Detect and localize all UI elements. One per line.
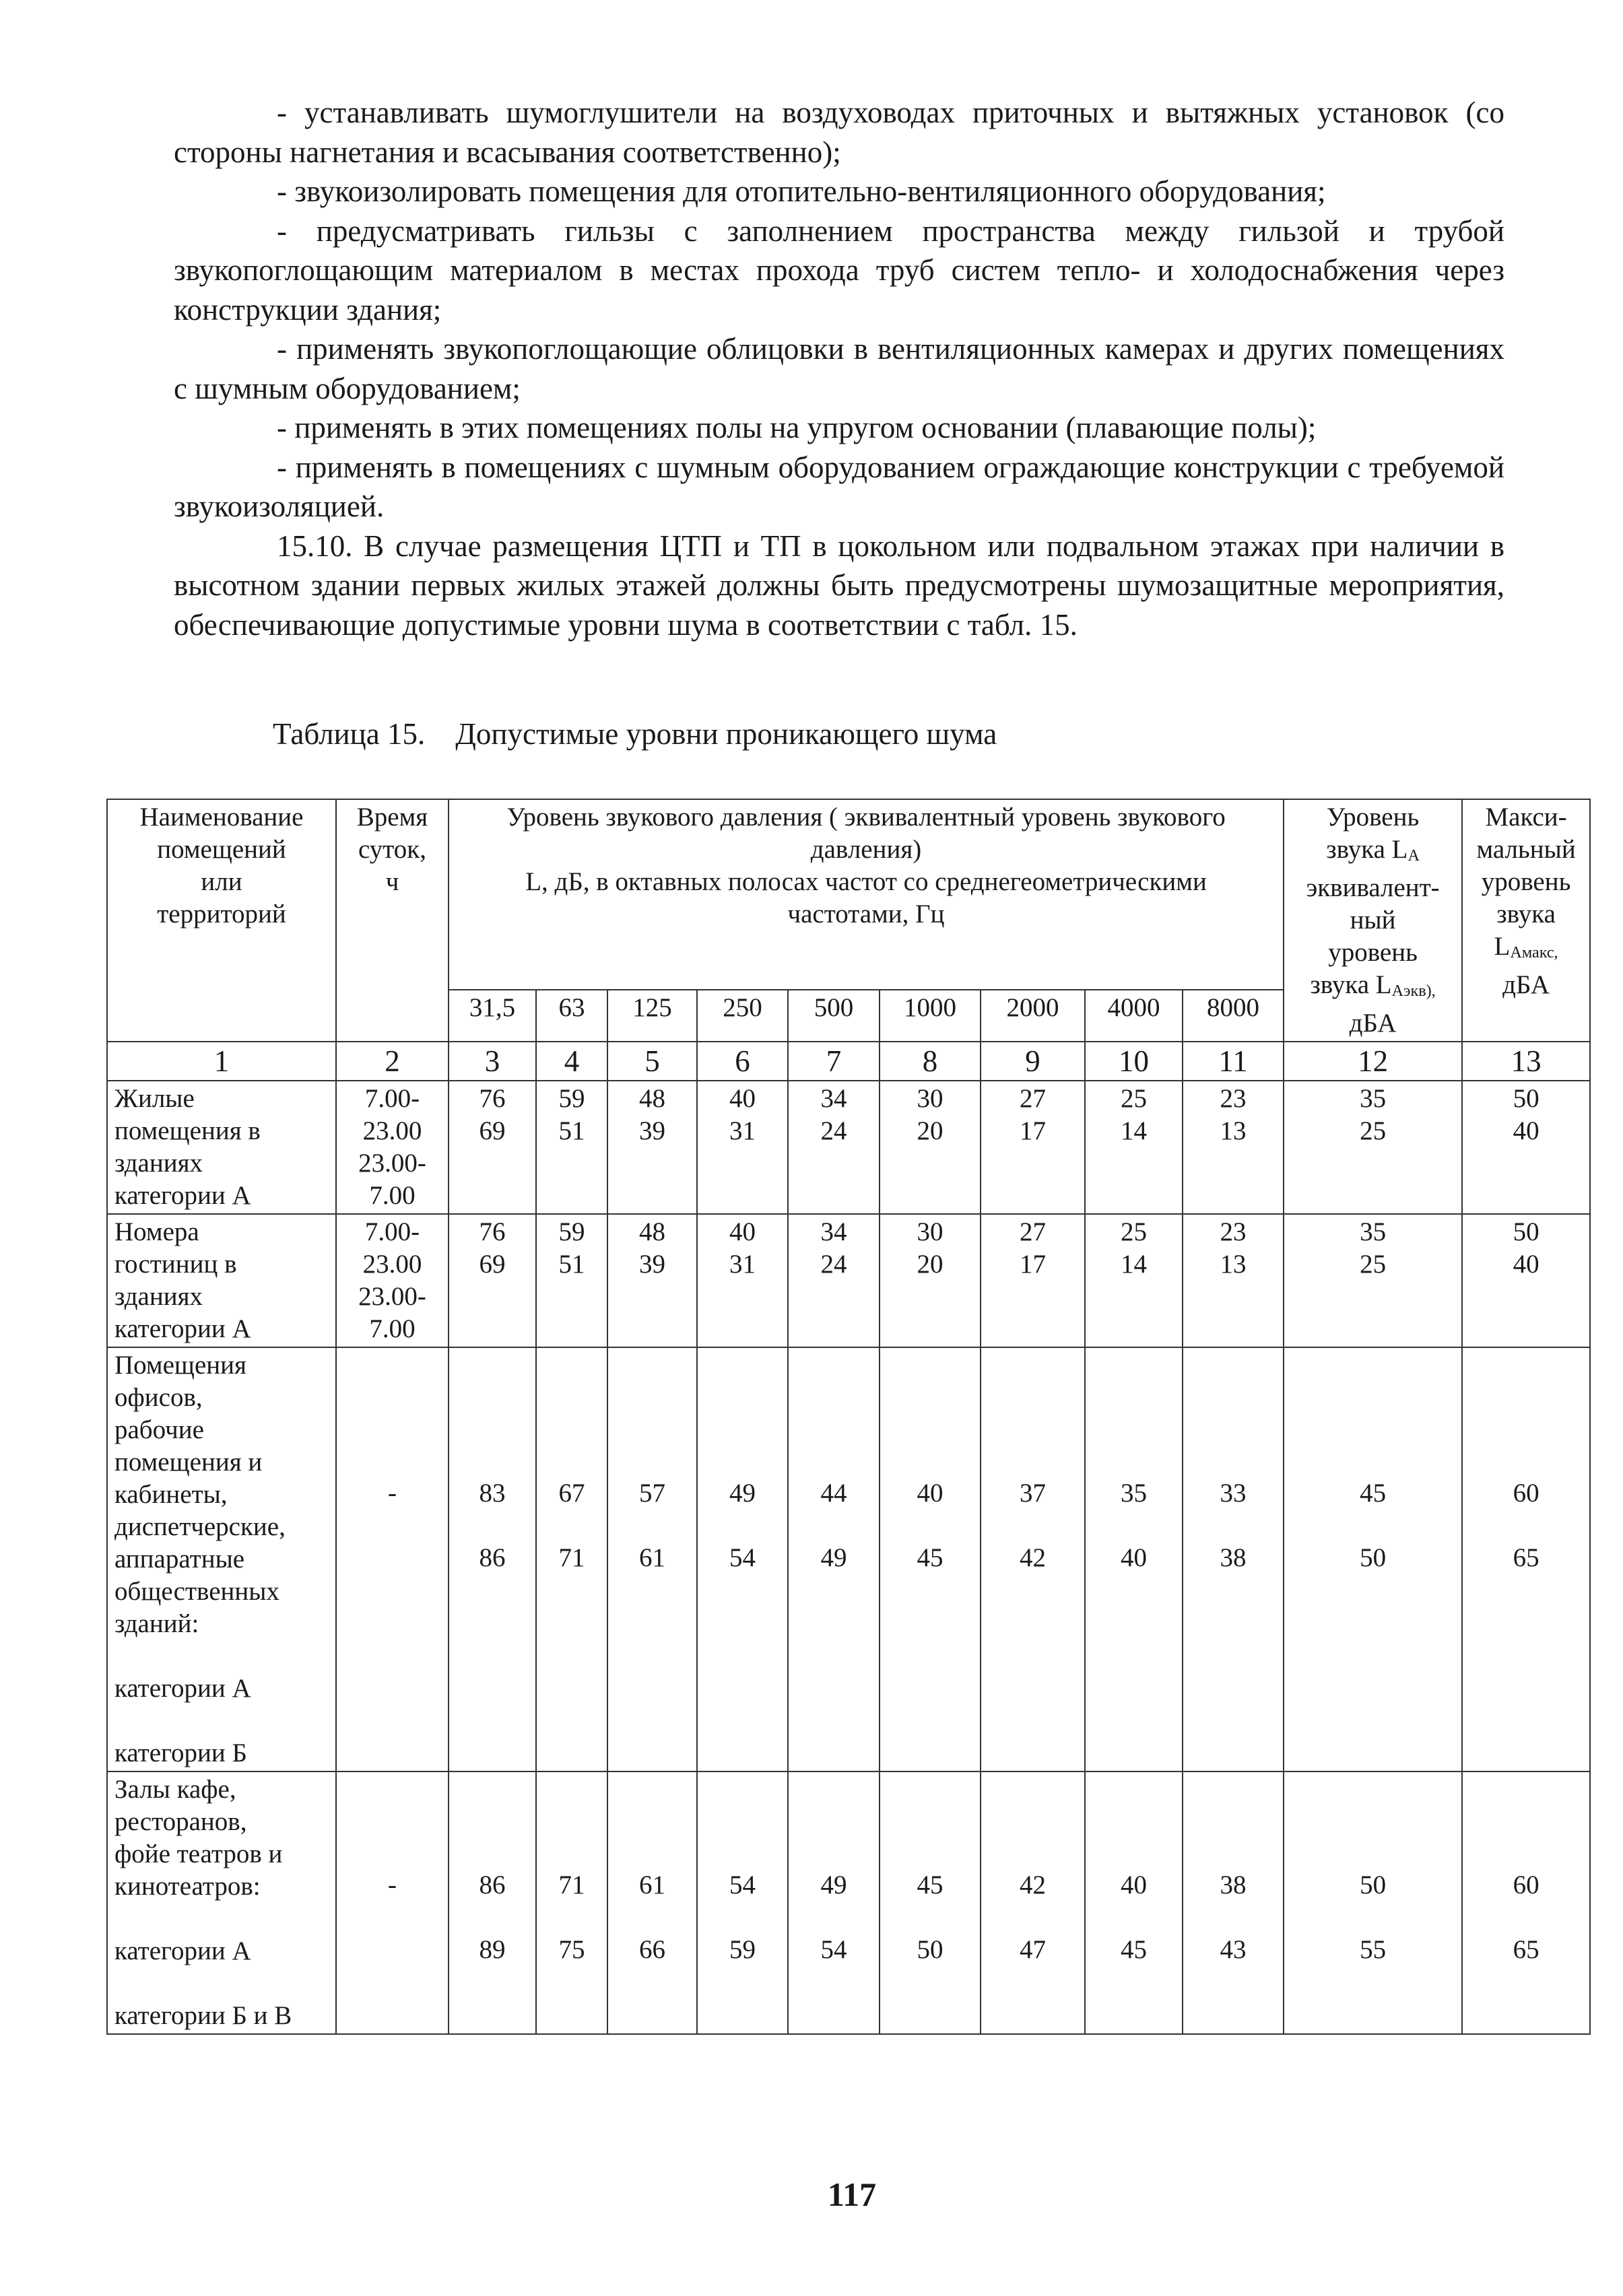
level-number: 61 (639, 1543, 665, 1572)
column-number-text: 3 (484, 1044, 500, 1078)
body-text (174, 93, 1504, 644)
header-text: L, дБ, в октавных полосах частот со среднегеометрическими (525, 867, 1207, 896)
time-of-day (336, 1347, 449, 1771)
level-number: 48 (639, 1217, 665, 1246)
time-value: 7.00- (364, 1084, 420, 1113)
level-value (1183, 1214, 1284, 1347)
frequency-value: 8000 (1207, 992, 1260, 1022)
header-text: территорий (157, 900, 286, 928)
column-number (336, 1042, 449, 1081)
paragraph: - применять в помещениях с шумным оборудованием ограждающие конструкции с требуемой звукоизоляцией. (174, 450, 1504, 523)
frequency-value: 4000 (1107, 992, 1160, 1022)
level-value (1284, 1214, 1462, 1347)
header-text: дБА (1502, 970, 1550, 999)
header-sound-pressure (449, 799, 1284, 990)
level-number: 25 (1121, 1217, 1147, 1246)
level-value (1085, 1214, 1183, 1347)
room-name-line: кинотеатров: (114, 1872, 261, 1901)
level-number: 35 (1121, 1479, 1147, 1508)
level-number: 48 (639, 1084, 665, 1113)
level-number: 54 (729, 1870, 756, 1899)
level-number: 89 (479, 1935, 506, 1964)
column-number-text: 10 (1119, 1044, 1149, 1078)
level-value (981, 1347, 1085, 1771)
header-text: ч (385, 867, 399, 896)
paragraph: - применять в этих помещениях полы на упругом основании (плавающие полы); (277, 411, 1317, 444)
level-value (607, 1214, 697, 1347)
level-number: 76 (479, 1217, 506, 1246)
level-number: 66 (639, 1935, 665, 1964)
level-value (449, 1214, 536, 1347)
level-value (788, 1771, 880, 2034)
column-number-text: 7 (826, 1044, 842, 1078)
header-text: Уровень (1326, 803, 1420, 832)
level-number: 20 (917, 1116, 943, 1145)
room-name (107, 1347, 336, 1771)
level-number: 55 (1360, 1935, 1387, 1964)
level-number: 60 (1513, 1870, 1539, 1899)
room-name-line: ресторанов, (114, 1807, 247, 1836)
column-number-text: 4 (564, 1044, 580, 1078)
level-value (981, 1214, 1085, 1347)
time-value: 7.00 (369, 1181, 416, 1210)
level-number: 42 (1020, 1543, 1046, 1572)
header-text: эквивалент- (1306, 873, 1440, 902)
level-number: 65 (1513, 1543, 1539, 1572)
level-value (697, 1214, 788, 1347)
level-value (1462, 1081, 1590, 1214)
page-number: 117 (827, 2175, 877, 2213)
level-value (536, 1081, 607, 1214)
level-number: 54 (820, 1935, 847, 1964)
level-number: 67 (558, 1479, 585, 1508)
level-value (788, 1347, 880, 1771)
column-number (536, 1042, 607, 1081)
level-number: 17 (1020, 1116, 1046, 1145)
level-number: 17 (1020, 1250, 1046, 1279)
level-number: 86 (479, 1870, 506, 1899)
level-number: 25 (1121, 1084, 1147, 1113)
paragraph: - устанавливать шумоглушители на воздуховодах приточных и вытяжных установок (со стороны нагнетания и всасывания соответственно); (174, 96, 1504, 169)
time-value: 7.00- (364, 1217, 420, 1246)
level-value (788, 1214, 880, 1347)
level-number: 50 (1513, 1217, 1539, 1246)
frequency-cell (1085, 990, 1183, 1042)
level-number: 13 (1220, 1250, 1247, 1279)
time-of-day (336, 1771, 449, 2034)
header-text: частотами, Гц (787, 900, 945, 928)
frequency-cell (449, 990, 536, 1042)
category-label: категории А (114, 1936, 251, 1965)
table-header-row (107, 799, 1590, 990)
level-number: 54 (729, 1543, 756, 1572)
level-number: 40 (1121, 1543, 1147, 1572)
level-number: 45 (1121, 1935, 1147, 1964)
level-value (1183, 1771, 1284, 2034)
level-number: 76 (479, 1084, 506, 1113)
header-text: звука L (1326, 835, 1408, 864)
frequency-value: 250 (723, 992, 762, 1022)
column-number (788, 1042, 880, 1081)
level-number: 27 (1020, 1084, 1046, 1113)
room-name-line: Жилые (114, 1084, 195, 1113)
level-number: 59 (729, 1935, 756, 1964)
frequency-cell (981, 990, 1085, 1042)
room-name (107, 1771, 336, 2034)
level-number: 24 (820, 1250, 847, 1279)
room-name-line: кабинеты, (114, 1480, 228, 1509)
level-number: 40 (1513, 1116, 1539, 1145)
header-text: или (201, 867, 242, 896)
level-number: 40 (917, 1479, 943, 1508)
level-number: 23 (1220, 1217, 1247, 1246)
paragraph: - применять звукопоглощающие облицовки в вентиляционных камерах и других помещениях с шумным оборудованием; (174, 332, 1504, 405)
level-number: 40 (729, 1217, 756, 1246)
paragraph: 15.10. В случае размещения ЦТП и ТП в цокольном или подвальном этажах при наличии в высотном здании первых жилых этажей должны быть предусмотрены шумозащитные мероприятия, обеспечивающие допустимые уровни шума в соответствии с табл. 15. (174, 529, 1504, 642)
header-text: звука (1496, 900, 1556, 928)
table-row (107, 1214, 1590, 1347)
room-name-line: фойе театров и (114, 1839, 283, 1868)
column-number-text: 6 (735, 1044, 750, 1078)
room-name-line: Номера (114, 1217, 199, 1246)
column-number-text: 8 (922, 1044, 938, 1078)
level-number: 20 (917, 1250, 943, 1279)
room-name-line: Помещения (114, 1351, 246, 1380)
column-number (880, 1042, 981, 1081)
level-number: 59 (558, 1217, 585, 1246)
frequency-value: 125 (632, 992, 672, 1022)
level-value (1183, 1081, 1284, 1214)
level-value (697, 1081, 788, 1214)
room-name-line: помещения и (114, 1448, 263, 1477)
level-number: 51 (558, 1116, 585, 1145)
level-number: 61 (639, 1870, 665, 1899)
level-number: 69 (479, 1116, 506, 1145)
header-text: давления) (810, 835, 922, 864)
level-value (1462, 1771, 1590, 2034)
level-number: 50 (1360, 1870, 1387, 1899)
level-number: 42 (1020, 1870, 1046, 1899)
room-name-line: зданиях (114, 1282, 203, 1311)
frequency-value: 31,5 (469, 992, 516, 1022)
level-value (449, 1081, 536, 1214)
column-number (449, 1042, 536, 1081)
level-number: 49 (820, 1870, 847, 1899)
level-number: 37 (1020, 1479, 1046, 1508)
level-value (1284, 1081, 1462, 1214)
level-value (1085, 1081, 1183, 1214)
column-number-text: 5 (644, 1044, 660, 1078)
level-number: 44 (820, 1479, 847, 1508)
paragraph: - предусматривать гильзы с заполнением пространства между гильзой и трубой звукопоглощающим материалом в местах прохода труб систем тепло- и холодоснабжения через конструкции здания; (174, 213, 1504, 327)
level-number: 69 (479, 1250, 506, 1279)
level-number: 50 (1360, 1543, 1387, 1572)
level-value (449, 1347, 536, 1771)
column-number-text: 13 (1511, 1044, 1542, 1078)
level-value (1085, 1347, 1183, 1771)
category-label: категории А (114, 1674, 251, 1703)
level-number: 14 (1121, 1250, 1147, 1279)
subscript: А (1407, 846, 1420, 865)
level-value (981, 1081, 1085, 1214)
header-text: уровень (1481, 867, 1571, 896)
frequency-cell (697, 990, 788, 1042)
level-number: 65 (1513, 1935, 1539, 1964)
frequency-value: 63 (558, 992, 585, 1022)
room-name-line: категории А (114, 1314, 251, 1343)
header-name (107, 799, 336, 1042)
table-row (107, 1347, 1590, 1771)
category-label: категории Б (114, 1738, 247, 1767)
level-number: 50 (1513, 1084, 1539, 1113)
level-number: 35 (1360, 1217, 1387, 1246)
level-number: 33 (1220, 1479, 1247, 1508)
level-value (788, 1081, 880, 1214)
level-value (880, 1347, 981, 1771)
level-value (880, 1081, 981, 1214)
header-text: дБА (1349, 1009, 1397, 1038)
subscript: Аэкв), (1391, 982, 1436, 1000)
level-value (536, 1771, 607, 2034)
room-name-line: гостиниц в (114, 1250, 237, 1279)
column-number (1462, 1042, 1590, 1081)
column-number-text: 9 (1025, 1044, 1040, 1078)
frequency-cell (880, 990, 981, 1042)
level-number: 25 (1360, 1116, 1387, 1145)
time-value: 23.00- (358, 1149, 426, 1178)
level-number: 30 (917, 1217, 943, 1246)
header-text: Макси- (1485, 803, 1567, 832)
column-number (1284, 1042, 1462, 1081)
time-value: - (388, 1870, 397, 1899)
level-number: 34 (820, 1217, 847, 1246)
level-value (1183, 1347, 1284, 1771)
level-number: 49 (729, 1479, 756, 1508)
level-number: 45 (1360, 1479, 1387, 1508)
paragraph: - звукоизолировать помещения для отопительно-вентиляционного оборудования; (277, 174, 1326, 208)
room-name-line: Залы кафе, (114, 1775, 236, 1804)
room-name-line: офисов, (114, 1383, 203, 1412)
level-number: 13 (1220, 1116, 1247, 1145)
header-text: помещений (157, 835, 286, 864)
room-name-line: категории А (114, 1181, 251, 1210)
level-value (536, 1347, 607, 1771)
level-number: 38 (1220, 1543, 1247, 1572)
noise-levels-table (106, 799, 1591, 2035)
column-number-text: 1 (213, 1044, 230, 1078)
level-number: 24 (820, 1116, 847, 1145)
frequency-cell (536, 990, 607, 1042)
level-number: 31 (729, 1116, 756, 1145)
level-value (880, 1771, 981, 2034)
level-number: 40 (1513, 1250, 1539, 1279)
level-number: 49 (820, 1543, 847, 1572)
header-time (336, 799, 449, 1042)
level-number: 35 (1360, 1084, 1387, 1113)
room-name-line: зданий: (114, 1609, 199, 1638)
level-number: 86 (479, 1543, 506, 1572)
level-value (1085, 1771, 1183, 2034)
level-value (981, 1771, 1085, 2034)
level-number: 25 (1360, 1250, 1387, 1279)
header-text: Наименование (139, 803, 304, 832)
level-value (697, 1347, 788, 1771)
level-value (607, 1081, 697, 1214)
frequency-value: 1000 (904, 992, 956, 1022)
time-value: 23.00- (358, 1282, 426, 1311)
column-number-text: 2 (385, 1044, 400, 1078)
frequency-cell (1183, 990, 1284, 1042)
level-value (1284, 1771, 1462, 2034)
level-number: 14 (1121, 1116, 1147, 1145)
frequency-value: 500 (814, 992, 854, 1022)
column-number (1183, 1042, 1284, 1081)
frequency-value: 2000 (1006, 992, 1059, 1022)
level-number: 34 (820, 1084, 847, 1113)
time-of-day (336, 1081, 449, 1214)
room-name-line: диспетчерские, (114, 1512, 286, 1541)
frequency-cell (788, 990, 880, 1042)
header-text: Время (356, 803, 428, 832)
level-value (1462, 1214, 1590, 1347)
level-number: 43 (1220, 1935, 1247, 1964)
level-value (607, 1347, 697, 1771)
time-value: 7.00 (369, 1314, 416, 1343)
column-number-text: 11 (1218, 1044, 1248, 1078)
level-number: 71 (558, 1543, 585, 1572)
column-number (607, 1042, 697, 1081)
level-number: 45 (917, 1870, 943, 1899)
column-number (1085, 1042, 1183, 1081)
level-value (880, 1214, 981, 1347)
room-name-line: рабочие (114, 1415, 204, 1444)
header-text: L (1494, 932, 1511, 961)
header-max-level (1462, 799, 1590, 1042)
room-name-line: помещения в (114, 1116, 261, 1145)
header-sound-level (1284, 799, 1462, 1042)
column-number (107, 1042, 336, 1081)
level-number: 59 (558, 1084, 585, 1113)
level-number: 23 (1220, 1084, 1247, 1113)
room-name (107, 1081, 336, 1214)
level-number: 31 (729, 1250, 756, 1279)
column-number (697, 1042, 788, 1081)
level-number: 27 (1020, 1217, 1046, 1246)
category-label: категории Б и В (114, 2001, 292, 2030)
room-name-line: зданиях (114, 1149, 203, 1178)
time-value: 23.00 (362, 1116, 422, 1145)
level-number: 51 (558, 1250, 585, 1279)
level-number: 40 (729, 1084, 756, 1113)
level-number: 45 (917, 1543, 943, 1572)
table-row (107, 1771, 1590, 2034)
header-text: суток, (358, 835, 427, 864)
table-row (107, 1081, 1590, 1214)
header-text: Уровень звукового давления ( эквивалентный уровень звукового (506, 803, 1226, 832)
level-number: 57 (639, 1479, 665, 1508)
level-value (607, 1771, 697, 2034)
level-number: 47 (1020, 1935, 1046, 1964)
room-name (107, 1214, 336, 1347)
level-number: 39 (639, 1250, 665, 1279)
header-text: звука L (1310, 970, 1392, 999)
level-value (697, 1771, 788, 2034)
level-number: 50 (917, 1935, 943, 1964)
time-value: 23.00 (362, 1250, 422, 1279)
level-number: 83 (479, 1479, 506, 1508)
header-text: ный (1350, 906, 1396, 935)
room-name-line: общественных (114, 1577, 279, 1606)
time-value: - (388, 1479, 397, 1508)
level-number: 30 (917, 1084, 943, 1113)
level-value (449, 1771, 536, 2034)
level-value (536, 1214, 607, 1347)
column-number-row (107, 1042, 1590, 1081)
level-value (1462, 1347, 1590, 1771)
room-name-line: аппаратные (114, 1545, 245, 1574)
level-number: 60 (1513, 1479, 1539, 1508)
level-number: 71 (558, 1870, 585, 1899)
frequency-cell (607, 990, 697, 1042)
time-of-day (336, 1214, 449, 1347)
subscript: Амакс, (1510, 943, 1558, 961)
column-number (981, 1042, 1085, 1081)
header-text: мальный (1476, 835, 1576, 864)
level-number: 38 (1220, 1870, 1247, 1899)
header-text: уровень (1328, 938, 1418, 967)
column-number-text: 12 (1358, 1044, 1389, 1078)
level-number: 39 (639, 1116, 665, 1145)
level-value (1284, 1347, 1462, 1771)
level-number: 40 (1121, 1870, 1147, 1899)
table-caption: Таблица 15. Допустимые уровни проникающего шума (273, 717, 997, 751)
level-number: 75 (558, 1935, 585, 1964)
